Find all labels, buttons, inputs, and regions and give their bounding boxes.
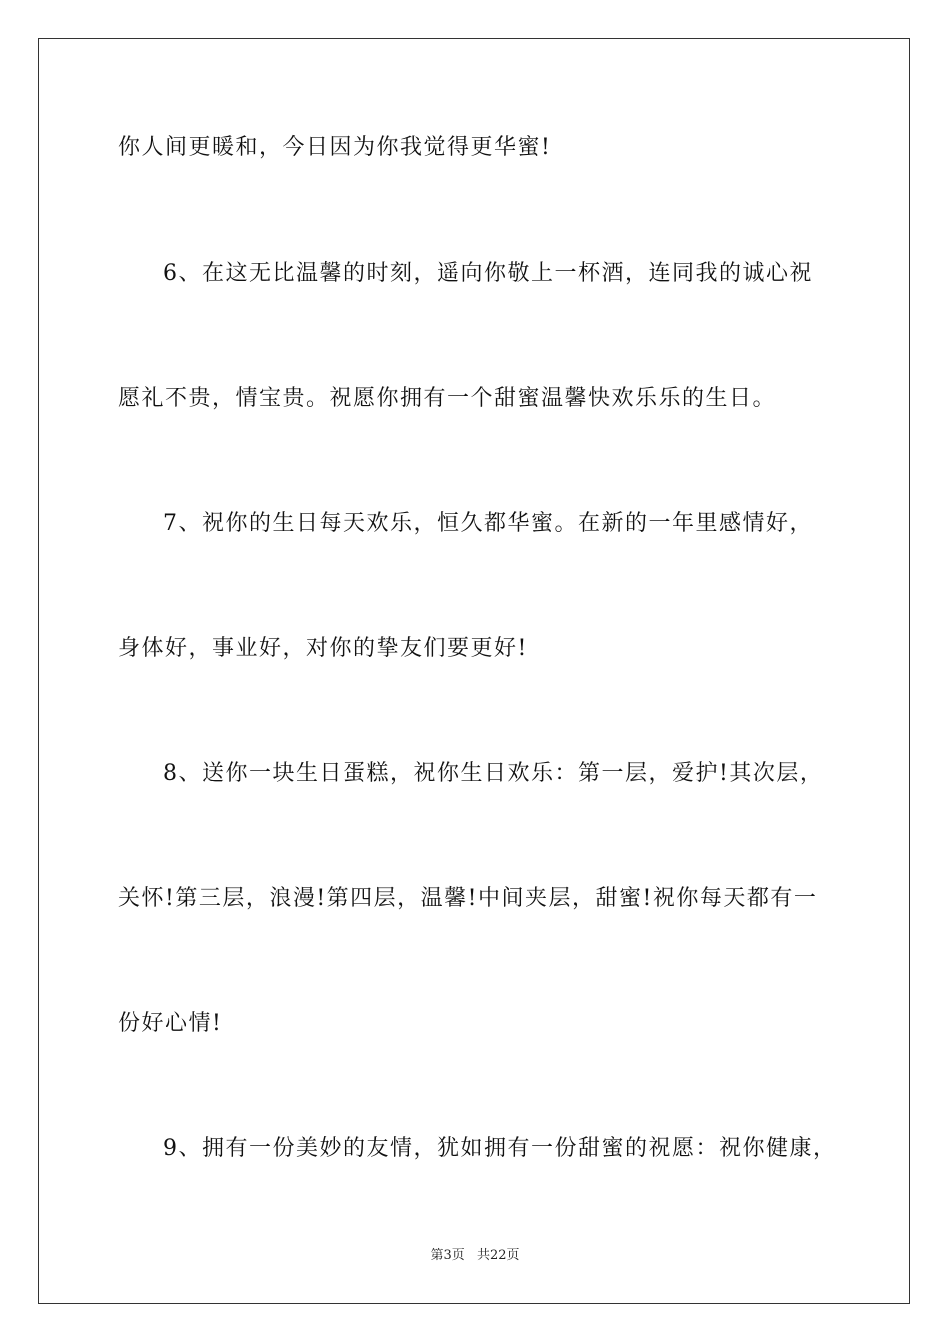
text-line: 8、送你一块生日蛋糕，祝你生日欢乐：第一层，爱护!其次层，	[163, 761, 824, 786]
text-line: 关怀!第三层，浪漫!第四层，温馨!中间夹层，甜蜜!祝你每天都有一	[118, 886, 818, 911]
text-line: 身体好，事业好，对你的挚友们要更好!	[118, 636, 528, 661]
text-line: 份好心情!	[118, 1011, 223, 1036]
page-border	[38, 38, 910, 1304]
text-line: 9、拥有一份美妙的友情，犹如拥有一份甜蜜的祝愿：祝你健康，	[163, 1136, 837, 1161]
text-line: 7、祝你的生日每天欢乐，恒久都华蜜。在新的一年里感情好，	[163, 511, 813, 536]
page-footer	[0, 1248, 950, 1264]
text-line: 6、在这无比温馨的时刻，遥向你敬上一杯酒，连同我的诚心祝	[163, 261, 813, 286]
page-total: 共22页	[476, 1248, 520, 1263]
page-number: 第3页	[430, 1248, 465, 1263]
text-line: 你人间更暖和，今日因为你我觉得更华蜜!	[118, 135, 552, 160]
text-line: 愿礼不贵，情宝贵。祝愿你拥有一个甜蜜温馨快欢乐乐的生日。	[118, 386, 777, 411]
